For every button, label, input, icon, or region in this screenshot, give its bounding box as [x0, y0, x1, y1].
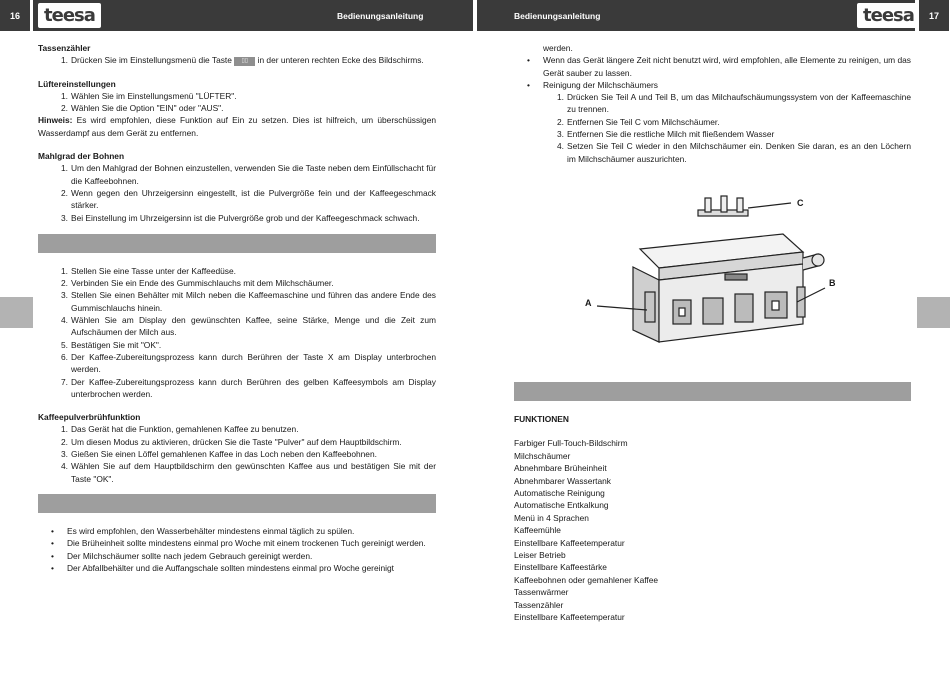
list-item: 7. Der Kaffee-Zubereitungsprozess kann durch Berühren des gelben Kaffeesymbols am Display unterbrochen werden. [61, 376, 436, 399]
list-item: 1. Wählen Sie im Einstellungsmenü "LÜFTER". [61, 90, 237, 101]
list-item: 2. Entfernen Sie Teil C vom Milchschäumer. [557, 116, 720, 127]
list-item: 6. Der Kaffee-Zubereitungsprozess kann durch Berühren der Taste X am Display unterbrochen werden. [61, 351, 436, 375]
list-item: • Der Milchschäumer sollte nach jedem Gebrauch gereinigt werden. [51, 550, 313, 561]
list-item: 4. Wählen Sie am Display den gewünschten Kaffee, seine Stärke, Menge und die Zeit zum Aufschäumen der Milch aus. [61, 315, 436, 338]
pulver-steps [38, 423, 436, 484]
list-item: Automatische Entkalkung [514, 500, 609, 511]
list-item: Automatische Reinigung [514, 487, 605, 498]
section-bar-milk [38, 234, 436, 253]
cleaning-bullets [38, 525, 436, 574]
heading-mahlgrad: Mahlgrad der Bohnen [38, 151, 125, 162]
section-bar-functions [514, 382, 911, 401]
list-item: • Die Brüheinheit sollte mindestens einmal pro Woche mit einem trockenen Tuch gereinigt werden. [51, 538, 426, 549]
section-bar-cleaning [38, 494, 436, 513]
heading-funktionen: FUNKTIONEN [514, 414, 569, 424]
mahlgrad-steps [38, 162, 436, 223]
list-item: Abnehmbarer Wassertank [514, 475, 611, 486]
list-item: 2. Verbinden Sie ein Ende des Gummischlauchs mit dem Milchschäumer. [61, 278, 334, 289]
list-item: 2. Wenn gegen den Uhrzeigersinn eingestellt, ist die Pulvergröße fein und der Kaffeegeschmack stärker. [61, 187, 436, 211]
list-item: 1. Drücken Sie im Einstellungsmenü die Taste ▯▯ in der unteren rechten Ecke des Bildschirms. [61, 55, 424, 66]
continued-text: werden. [543, 43, 573, 53]
list-item: Menü in 4 Sprachen [514, 512, 589, 523]
diagram-label-a: A [585, 298, 592, 308]
list-item: 5. Bestätigen Sie mit "OK". [61, 339, 162, 350]
side-tab-right [917, 297, 950, 328]
header-title-left: Bedienungsanleitung [337, 10, 424, 21]
list-item: 2. Um diesen Modus zu aktivieren, drücken Sie die Taste "Pulver" auf dem Hauptbildschirm. [61, 436, 402, 447]
list-item: 4. Wählen Sie auf dem Hauptbildschirm den gewünschten Kaffee aus und bestätigen Sie mit der Taste "OK". [61, 461, 436, 484]
milk-frother-cleaning-steps [514, 91, 911, 165]
diagram-label-b: B [829, 278, 836, 288]
tassen-step-text-b: in der unteren rechten Ecke des Bildschirms. [257, 55, 424, 66]
list-item: Kaffeemühle [514, 525, 561, 536]
list-item: Kaffeebohnen oder gemahlener Kaffee [514, 574, 659, 585]
diagram-label-c: C [797, 198, 804, 208]
list-item: 1. Drücken Sie Teil A und Teil B, um das Milchaufschäumungssystem von der Kaffeemaschine zu trennen. [557, 92, 911, 115]
list-item: Farbiger Full-Touch-Bildschirm [514, 438, 628, 449]
list-item: Einstellbare Kaffeestärke [514, 562, 607, 573]
side-tab-left [0, 297, 33, 328]
heading-pulver: Kaffeepulverbrühfunktion [38, 412, 141, 423]
list-item: 3. Stellen Sie einen Behälter mit Milch neben die Kaffeemaschine und führen das andere Ende des Gummischlauchs hinein. [61, 290, 436, 313]
list-item: 3. Gießen Sie einen Löffel gemahlenen Kaffee in das Loch neben den Kaffeebohnen. [61, 449, 377, 460]
list-item: 1. Stellen Sie eine Tasse unter der Kaffeedüse. [61, 265, 236, 276]
list-item: • Es wird empfohlen, den Wasserbehälter mindestens einmal täglich zu spülen. [51, 525, 355, 536]
heading-tassenzaehler: Tassenzähler [38, 43, 91, 53]
right-page-content [514, 42, 911, 165]
brand-logo-right: teesa [857, 3, 920, 28]
header-title-right: Bedienungsanleitung [514, 10, 601, 21]
heading-luefter: Lüftereinstellungen [38, 78, 116, 89]
tassen-steps [38, 54, 436, 66]
list-item: Tassenwärmer [514, 587, 569, 598]
features-list [514, 437, 911, 623]
list-item: Abnehmbare Brüheinheit [514, 463, 607, 474]
left-page-content [38, 42, 436, 574]
luefter-steps [38, 90, 436, 115]
milk-frother-diagram [575, 192, 840, 352]
functions-section [514, 382, 911, 623]
list-item: • Der Abfallbehälter und die Auffangschale sollten mindestens einmal pro Woche gereinigt [51, 562, 394, 573]
list-item: 4. Setzen Sie Teil C wieder in den Milchschäumer ein. Denken Sie daran, es an den Löchern im Milchschäumer auszurichten. [557, 141, 911, 164]
tassen-step-text-a: Drücken Sie im Einstellungsmenü die Taste [71, 55, 232, 66]
page-number-right: 17 [919, 0, 949, 31]
list-item: Leiser Betrieb [514, 549, 566, 560]
milk-frother-drawing [575, 192, 840, 352]
right-bullets [514, 54, 911, 91]
counter-key-icon: ▯▯ [234, 57, 255, 66]
luefter-hint: Hinweis: Es wird empfohlen, diese Funktion auf Ein zu setzen. Dies ist hilfreich, um überschüssigen Wasserdampf aus dem Gerät zu entfernen. [38, 115, 437, 138]
page-number-left: 16 [0, 0, 30, 31]
list-item: Milchschäumer [514, 450, 571, 461]
list-item: 2. Wählen Sie die Option "EIN" oder "AUS". [61, 103, 224, 114]
list-item: Einstellbare Kaffeetemperatur [514, 537, 625, 548]
list-item: Einstellbare Kaffeetemperatur [514, 611, 625, 622]
list-item: 1. Das Gerät hat die Funktion, gemahlenen Kaffee zu benutzen. [61, 424, 299, 435]
list-item: 3. Entfernen Sie die restliche Milch mit fließendem Wasser [557, 129, 775, 140]
milk-steps [38, 265, 436, 400]
list-item: 1. Um den Mahlgrad der Bohnen einzustellen, verwenden Sie die Taste neben dem Einfüllschacht für die Kaffeebohnen. [61, 163, 436, 186]
list-item: • Reinigung der Milchschäumers [527, 79, 658, 90]
list-item: Tassenzähler [514, 599, 564, 610]
brand-logo-left: teesa [38, 3, 101, 28]
list-item: 3. Bei Einstellung im Uhrzeigersinn ist die Pulvergröße grob und der Kaffeegeschmack schwach. [61, 212, 420, 223]
list-item: • Wenn das Gerät längere Zeit nicht benutzt wird, wird empfohlen, alle Elemente zu reinigen, um das Gerät sauber zu lassen. [527, 55, 911, 78]
